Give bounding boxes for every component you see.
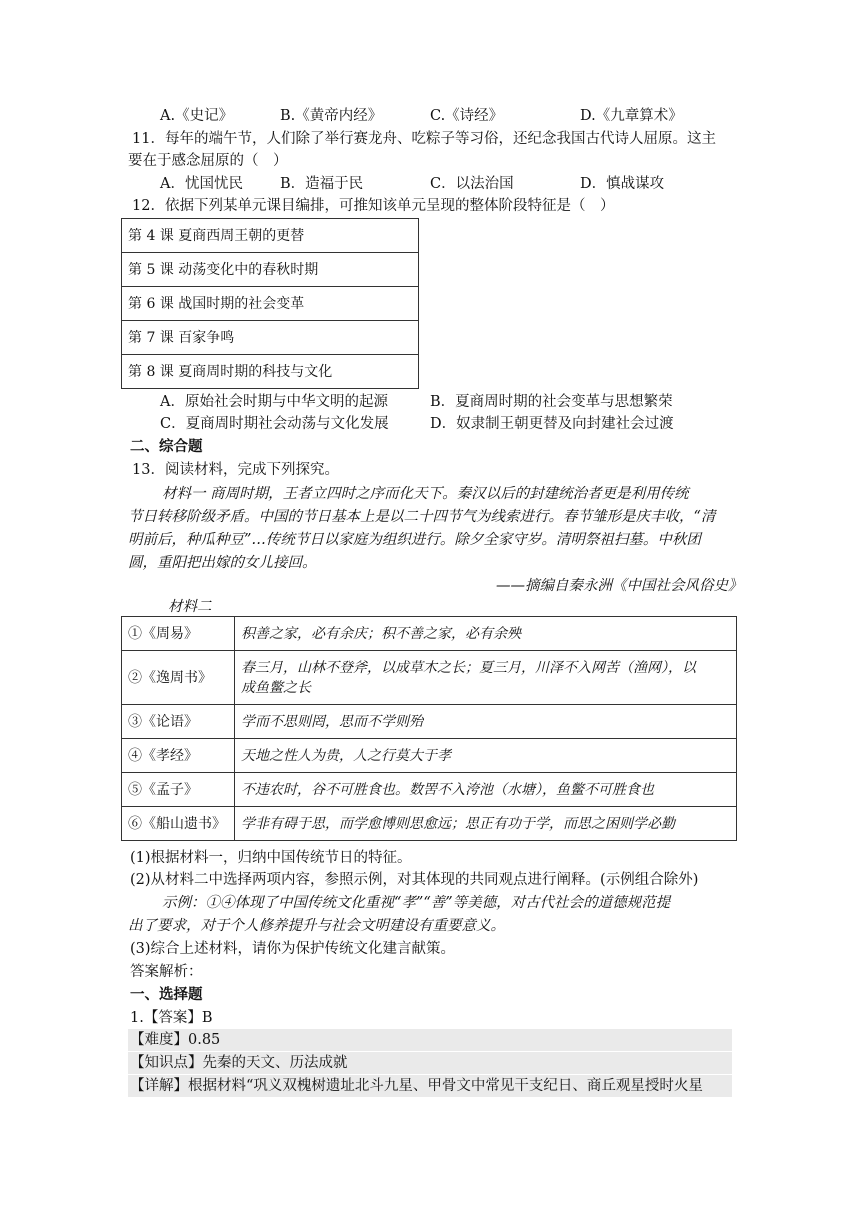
material2-text-2-line2: 成鱼鳖之长: [241, 679, 311, 696]
material2-book-6: ⑥《船山遗书》: [122, 807, 235, 841]
answer-knowledge: 【知识点】先秦的天文、历法成就: [130, 1055, 348, 1071]
material2-book-2: ②《逸周书》: [122, 651, 235, 705]
material1-line4: 圆，重阳把出嫁的女儿接回。: [128, 555, 317, 571]
q10-option-c: C.《诗经》: [430, 108, 504, 124]
material1-source: ——摘编自秦永洲《中国社会风俗史》: [496, 578, 743, 594]
lesson-4: 第 4 课 夏商西周王朝的更替: [122, 219, 419, 253]
q10-option-a: A.《史记》: [160, 108, 234, 124]
material2-text-4: 天地之性人为贵，人之行莫大于孝: [235, 739, 737, 773]
q12-option-d: D．奴隶制王朝更替及向封建社会过渡: [430, 416, 674, 432]
lesson-5: 第 5 课 动荡变化中的春秋时期: [122, 253, 419, 287]
q12-options-row2: [160, 414, 760, 434]
answers-section1: 一、选择题: [130, 986, 203, 1003]
lesson-7: 第 7 课 百家争鸣: [122, 321, 419, 355]
answer-1: 1.【答案】B: [130, 1010, 213, 1026]
answer-difficulty: 【难度】0.85: [130, 1032, 221, 1048]
material2-text-6: 学非有碍于思，而学愈博则思愈远；思正有功于学，而思之困则学必勤: [235, 807, 737, 841]
material2-text-5: 不违农时，谷不可胜食也。数罟不入洿池（水塘），鱼鳖不可胜食也: [235, 773, 737, 807]
q10-options: [160, 106, 760, 126]
q11-option-d: D．慎战谋攻: [580, 176, 665, 192]
q12-lesson-table: [121, 218, 419, 389]
q11-option-b: B．造福于民: [280, 176, 364, 192]
q11-option-c: C．以法治国: [430, 176, 514, 192]
lesson-6: 第 6 课 战国时期的社会变革: [122, 287, 419, 321]
material2-text-2: [235, 651, 737, 705]
material2-table: [121, 616, 737, 841]
q12-option-c: C．夏商周时期社会动荡与文化发展: [160, 416, 389, 432]
material1-line2: 节日转移阶级矛盾。中国的节日基本上是以二十四节气为线索进行。春节雏形是庆丰收，“清: [128, 509, 716, 525]
q12-option-a: A．原始社会时期与中华文明的起源: [160, 394, 388, 410]
section2-title: 二、综合题: [130, 438, 203, 455]
material1-line3: 明前后，种瓜种豆”…传统节日以家庭为组织进行。除夕全家守岁。清明祭祖扫墓。中秋团: [128, 532, 701, 548]
material2-book-3: ③《论语》: [122, 705, 235, 739]
material2-book-4: ④《孝经》: [122, 739, 235, 773]
material2-label: 材料二: [168, 599, 212, 615]
material2-book-5: ⑤《孟子》: [122, 773, 235, 807]
answers-heading: 答案解析：: [130, 964, 203, 980]
q11-stem-line1: 11．每年的端午节，人们除了举行赛龙舟、吃粽子等习俗，还纪念我国古代诗人屈原。这主: [132, 131, 716, 147]
example-line2: 出了要求，对于个人修养提升与社会文明建设有重要意义。: [128, 918, 505, 934]
q10-option-b: B.《黄帝内经》: [280, 108, 383, 124]
q12-stem: 12．依据下列某单元课目编排，可推知该单元呈现的整体阶段特征是（ ）: [132, 198, 615, 214]
q13-stem: 13．阅读材料，完成下列探究。: [132, 462, 339, 478]
lesson-8: 第 8 课 夏商周时期的科技与文化: [122, 355, 419, 389]
example-line1: 示例：①④体现了中国传统文化重视“孝”“善”等美德，对古代社会的道德规范提: [162, 895, 671, 911]
material2-text-1: 积善之家，必有余庆；积不善之家，必有余殃: [235, 617, 737, 651]
q13-sub2: (2)从材料二中选择两项内容，参照示例，对其体现的共同观点进行阐释。(示例组合除外): [130, 872, 699, 888]
q10-option-d: D.《九章算术》: [580, 108, 683, 124]
q13-sub1: (1)根据材料一，归纳中国传统节日的特征。: [130, 850, 412, 866]
q12-option-b: B．夏商周时期的社会变革与思想繁荣: [430, 394, 673, 410]
q11-options: [160, 174, 760, 194]
q13-sub3: (3)综合上述材料，请你为保护传统文化建言献策。: [130, 941, 456, 957]
q11-stem-line2: 要在于感念屈原的（ ）: [128, 153, 288, 169]
material1-line1: 材料一 商周时期，王者立四时之序而化天下。秦汉以后的封建统治者更是利用传统: [162, 486, 689, 502]
q12-options-row1: [160, 392, 760, 412]
material2-text-2-line1: 春三月，山林不登斧，以成草木之长；夏三月，川泽不入网苦（渔网），以: [241, 659, 696, 676]
material2-text-3: 学而不思则罔，思而不学则殆: [235, 705, 737, 739]
q11-option-a: A．忧国忧民: [160, 176, 243, 192]
answer-detail: 【详解】根据材料“巩义双槐树遗址北斗九星、甲骨文中常见干支纪日、商丘观星授时火星: [130, 1078, 703, 1094]
material2-book-1: ①《周易》: [122, 617, 235, 651]
